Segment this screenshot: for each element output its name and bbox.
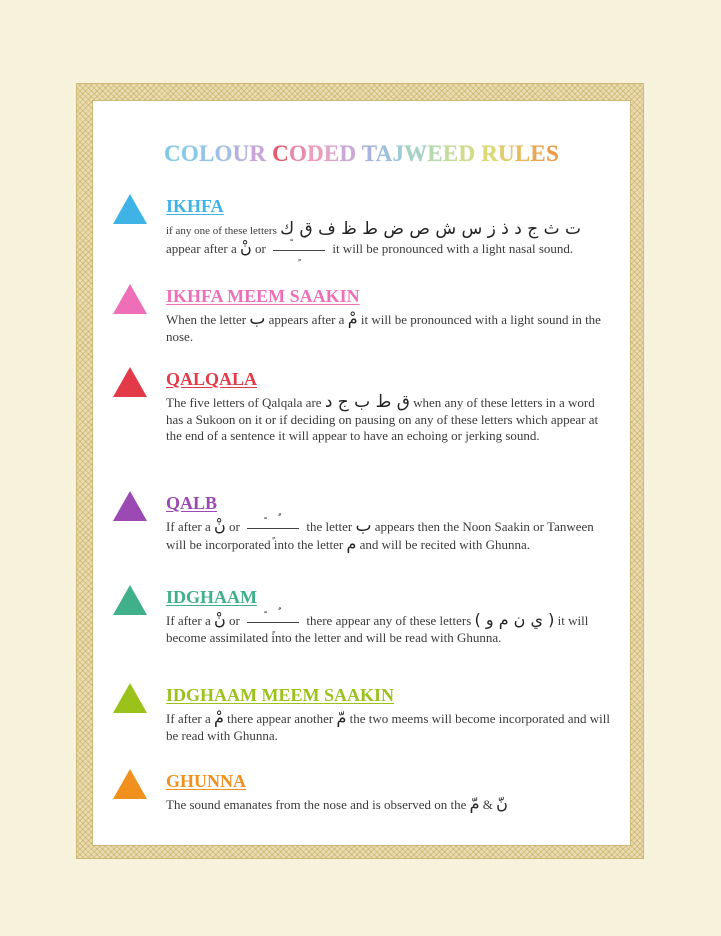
rule-idghaam xyxy=(113,587,613,646)
meem-shadda: مّ xyxy=(336,708,347,727)
triangle-icon xyxy=(113,769,147,799)
title-letter: D xyxy=(339,141,357,166)
title-letter: J xyxy=(392,141,405,166)
title-letter: O xyxy=(288,141,308,166)
rule-title: QALQALA xyxy=(166,369,258,389)
title-letter: S xyxy=(545,141,559,166)
rule-title: IKHFA xyxy=(166,196,224,216)
page-title xyxy=(93,141,630,167)
noon-saakin: نْ xyxy=(214,516,226,535)
arabic-ba: ب xyxy=(355,516,372,536)
rule-description: If after a نْ or the letter ب appears then the Noon Saakin or Tanween will be incorporated into the letter م and will be recited with Ghunna. xyxy=(166,516,594,553)
arabic-letters: ( ي ن م و ) xyxy=(474,610,555,629)
rule-ikhfa-meem-saakin xyxy=(113,286,613,345)
title-letter: U xyxy=(232,141,250,166)
triangle-icon xyxy=(113,284,147,314)
rule-description: The sound emanates from the nose and is observed on the نّ & مّ xyxy=(166,794,508,813)
title-letter: R xyxy=(481,141,499,166)
rule-description: The five letters of Qalqala are ق ط ب ج د when any of these letters in a word has a Sukoon on it or if deciding on pausing on any of these letters which appear at the end of a sentence it will appear to have an echoing or jerking sound. xyxy=(166,392,599,443)
meem-shadda: مّ xyxy=(469,794,480,813)
triangle-icon xyxy=(113,585,147,615)
title-letter: C xyxy=(272,141,289,166)
title-letter: D xyxy=(458,141,476,166)
title-letter: O xyxy=(180,141,199,166)
title-letter: E xyxy=(530,141,546,166)
title-letter: T xyxy=(361,141,376,166)
rule-description: If after a مْ there appear another مّ the two meems will become incorporated and will be read with Ghunna. xyxy=(166,708,610,743)
tanween-icon xyxy=(247,521,299,535)
title-letter: C xyxy=(164,141,181,166)
rule-qalqala xyxy=(113,369,613,445)
meem-saakin: مْ xyxy=(214,708,224,727)
title-letter: U xyxy=(498,141,515,166)
rule-description: If after a نْ or there appear any of these letters ( ي ن م و ) it will become assimilated into the letter and will be read with Ghunna. xyxy=(166,610,589,645)
triangle-icon xyxy=(113,367,147,397)
rule-title: IDGHAAM xyxy=(166,587,257,607)
noon-shadda: نّ xyxy=(496,794,508,813)
title-letter: A xyxy=(375,141,393,166)
rule-title: IKHFA MEEM SAAKIN xyxy=(166,286,360,306)
rule-title: QALB xyxy=(166,493,218,513)
title-letter: L xyxy=(514,141,531,166)
title-letter: E xyxy=(323,141,340,166)
rule-description: if any one of these letters ت ث ج د ذ ز س ش ص ض ط ظ ف ق ك appear after a نْ or it will be pronounced with a light nasal sound. xyxy=(166,219,582,257)
triangle-icon xyxy=(113,491,147,521)
title-letter: W xyxy=(404,141,428,166)
noon-saakin: نْ xyxy=(239,237,252,257)
rule-idghaam-meem-saakin xyxy=(113,685,613,744)
rule-title: IDGHAAM MEEM SAAKIN xyxy=(166,685,394,705)
rule-ikhfa xyxy=(113,196,613,257)
arabic-letters: ق ط ب ج د xyxy=(324,392,410,412)
rule-qalb xyxy=(113,493,613,553)
arabic-meem: م xyxy=(346,533,357,553)
rules-page xyxy=(92,100,631,846)
rule-title: GHUNNA xyxy=(166,771,246,791)
rule-description: When the letter ب appears after a مْ it will be pronounced with a light sound in the nose. xyxy=(166,309,601,344)
tanween-icon xyxy=(247,615,299,629)
title-letter: R xyxy=(249,141,267,166)
tanween-icon xyxy=(273,243,325,257)
rule-ghunna xyxy=(113,771,613,814)
meem-saakin: مْ xyxy=(347,309,358,328)
title-letter: L xyxy=(198,141,215,166)
title-letter: E xyxy=(427,141,443,166)
arabic-letters: ت ث ج د ذ ز س ش ص ض ط ظ ف ق ك xyxy=(280,219,582,239)
title-letter: D xyxy=(307,141,324,166)
title-letter: E xyxy=(442,141,459,166)
title-letter: O xyxy=(214,141,233,166)
triangle-icon xyxy=(113,683,147,713)
noon-saakin: نْ xyxy=(214,610,226,629)
arabic-ba: ب xyxy=(249,309,266,329)
triangle-icon xyxy=(113,194,147,224)
